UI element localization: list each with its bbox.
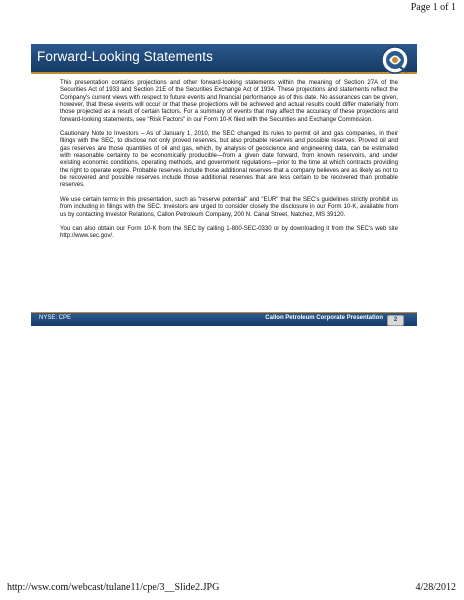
paragraph-cautionary-note: Cautionary Note to Investors – As of January 1, 2010, the SEC changed its rules to permit oil and gas companies, in their filings with the SEC, to disclose not only proved reserves, but also probable reserves and possible reserves. Proved oil and gas reserves are those quantities of oil and gas, which, by analysis of geoscience and engineering data, can be estimated with reasonable certainty to be economically producible—from a given date forward, from known reservoirs, and under existing economic conditions, operating methods, and government regulations—prior to the time at which contracts providing the right to operate expire. Probable reserves include those additional reserves that a company believes are as likely as not to be recovered and possible reserves include those additional reserves that are less certain to be recovered than probable reserves. xyxy=(60,131,398,189)
ticker-label: NYSE: CPE xyxy=(39,315,72,321)
slide-title-bar xyxy=(31,44,417,74)
print-date: 4/28/2012 xyxy=(415,582,456,593)
page-number-label: Page 1 of 1 xyxy=(410,2,456,13)
paragraph-forward-looking: This presentation contains projections and other forward-looking statements within the meaning of Section 27A of the Securities Act of 1933 and Section 21E of the Securities Exchange Act of 1934. These projections and statements reflect the Company's current views with respect to future events and financial performance as of this date. No assurances can be given, however, that these events will occur or that these projections will be achieved and actual results could differ materially from those projected as a result of certain factors. For a summary of events that may affect the accuracy of these projections and forward-looking statements, see "Risk Factors" in our Form 10-K filed with the Securities and Exchange Commission. xyxy=(60,80,398,123)
source-url: http://wsw.com/webcast/tulane11/cpe/3__Slide2.JPG xyxy=(7,582,220,593)
slide-title: Forward-Looking Statements xyxy=(37,49,213,64)
slide-body xyxy=(60,80,398,248)
slide-image xyxy=(31,38,417,336)
slide-number-badge: 2 xyxy=(387,315,404,326)
slide-footer-bar xyxy=(31,312,417,326)
company-logo-icon xyxy=(380,45,410,75)
presentation-name: Callon Petroleum Corporate Presentation xyxy=(265,315,383,321)
paragraph-obtain-10k: You can also obtain our Form 10-K from the SEC by calling 1-800-SEC-0330 or by downloading it from the SEC's web site http://www.sec.gov/. xyxy=(60,225,398,240)
paragraph-certain-terms: We use certain terms in this presentation, such as "reserve potential" and "EUR" that the SEC's guidelines strictly prohibit us from including in filings with the SEC. Investors are urged to consider closely the disclosure in our Form 10-K, available from us by contacting Investor Relations, Callon Petroleum Company, 200 N. Canal Street, Natchez, MS 39120. xyxy=(60,196,398,218)
